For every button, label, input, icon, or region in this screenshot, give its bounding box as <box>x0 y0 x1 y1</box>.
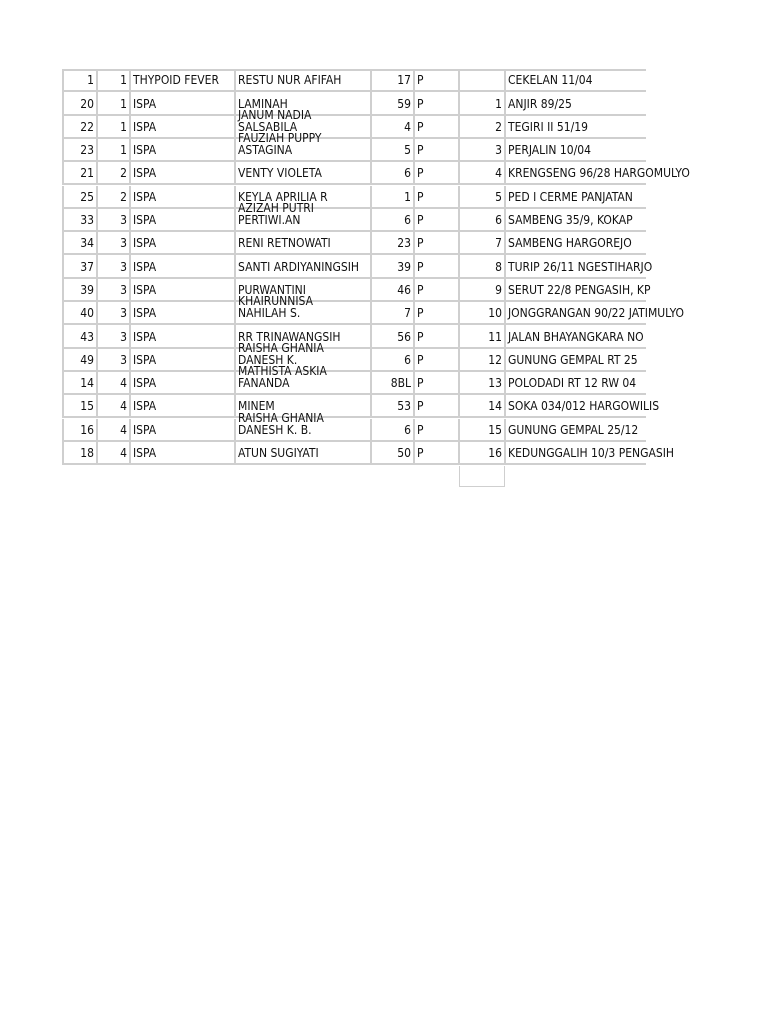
cell-group[interactable] <box>98 325 131 348</box>
cell-row-number[interactable] <box>62 302 98 325</box>
cell-text: P <box>417 96 424 111</box>
cell-age[interactable] <box>372 69 415 92</box>
cell-diagnosis[interactable] <box>131 209 236 232</box>
cell-text: 3 <box>120 329 127 344</box>
cell-text: P <box>417 329 424 344</box>
cell-text: VENTY VIOLETA <box>238 166 322 181</box>
cell-patient-name[interactable] <box>236 131 372 162</box>
table-row <box>62 186 641 209</box>
cell-text: P <box>417 213 424 228</box>
cell-diagnosis[interactable] <box>131 69 236 92</box>
cell-address[interactable] <box>506 442 675 465</box>
cell-text: ISPA <box>133 329 157 344</box>
cell-text: LAMINAH <box>238 96 288 111</box>
cell-age[interactable] <box>372 419 415 442</box>
cell-text: 4 <box>404 119 411 134</box>
cell-sex[interactable] <box>415 419 460 442</box>
cell-age[interactable] <box>372 325 415 348</box>
cell-text: PERJALIN 10/04 <box>508 143 591 158</box>
cell-diagnosis[interactable] <box>131 419 236 442</box>
cell-text: 9 <box>495 282 502 297</box>
cell-text: 49 <box>80 352 94 367</box>
cell-text: TEGIRI II 51/19 <box>508 119 588 134</box>
cell-patient-name[interactable] <box>236 162 372 185</box>
cell-text: 7 <box>495 236 502 251</box>
cell-text: KHAIRUNNISA <box>238 294 313 309</box>
cell-text: 3 <box>120 306 127 321</box>
cell-text: FANANDA <box>238 376 290 391</box>
cell-text: 1 <box>87 73 94 88</box>
cell-text: ISPA <box>133 399 157 414</box>
cell-text: P <box>417 306 424 321</box>
cell-patient-name[interactable] <box>236 294 372 325</box>
cell-age[interactable] <box>372 116 415 139</box>
cell-index[interactable] <box>460 442 506 465</box>
cell-text: P <box>417 119 424 134</box>
cell-text: 46 <box>397 282 411 297</box>
cell-group[interactable] <box>98 209 131 232</box>
cell-address[interactable] <box>506 186 646 209</box>
cell-text: 4 <box>495 166 502 181</box>
cell-text: ISPA <box>133 352 157 367</box>
cell-text: TURIP 26/11 NGESTIHARJO <box>508 259 653 274</box>
cell-diagnosis[interactable] <box>131 302 236 325</box>
cell-text: P <box>417 259 424 274</box>
cell-group[interactable] <box>98 279 131 302</box>
cell-patient-name[interactable] <box>236 232 372 255</box>
cell-text: JALAN BHAYANGKARA NO <box>508 329 644 344</box>
cell-text: JONGGRANGAN 90/22 JATIMULYO <box>508 306 685 321</box>
cell-index[interactable] <box>460 372 506 395</box>
cell-text: 53 <box>397 399 411 414</box>
cell-text: CEKELAN 11/04 <box>508 73 593 88</box>
cell-address[interactable] <box>506 349 646 372</box>
cell-index[interactable] <box>460 302 506 325</box>
cell-text: P <box>417 73 424 88</box>
cell-text: 20 <box>80 96 94 111</box>
cell-age[interactable] <box>372 349 415 372</box>
table-row <box>62 162 690 185</box>
cell-text: ISPA <box>133 143 157 158</box>
cell-text: ISPA <box>133 259 157 274</box>
cell-address[interactable] <box>506 69 646 92</box>
cell-text: PURWANTINI <box>238 282 306 297</box>
cell-text: P <box>417 376 424 391</box>
cell-text: 2 <box>495 119 502 134</box>
cell-diagnosis[interactable] <box>131 372 236 395</box>
cell-text: 5 <box>495 189 502 204</box>
cell-text: P <box>417 399 424 414</box>
cell-text: 8BL <box>390 376 411 391</box>
table-row <box>62 442 675 465</box>
cell-row-number[interactable] <box>62 232 98 255</box>
cell-group[interactable] <box>98 92 131 115</box>
cell-diagnosis[interactable] <box>131 139 236 162</box>
cell-group[interactable] <box>98 372 131 395</box>
cell-text: 3 <box>120 282 127 297</box>
cell-group[interactable] <box>98 442 131 465</box>
cell-age[interactable] <box>372 209 415 232</box>
cell-text: 23 <box>80 143 94 158</box>
cell-text: ISPA <box>133 422 157 437</box>
cell-diagnosis[interactable] <box>131 395 236 418</box>
cell-row-number[interactable] <box>62 186 98 209</box>
cell-diagnosis[interactable] <box>131 162 236 185</box>
cell-age[interactable] <box>372 395 415 418</box>
cell-text: 11 <box>488 329 502 344</box>
cell-text: FAUZIAH PUPPY <box>238 131 322 146</box>
cell-age[interactable] <box>372 279 415 302</box>
cell-text: 50 <box>397 446 411 461</box>
cell-text: NAHILAH S. <box>238 306 301 321</box>
cell-row-number[interactable] <box>62 279 98 302</box>
cell-sex[interactable] <box>415 325 460 348</box>
cell-patient-name[interactable] <box>236 410 372 442</box>
cell-text: 4 <box>120 422 127 437</box>
cell-text: P <box>417 143 424 158</box>
cell-text: MINEM <box>238 399 275 414</box>
cell-index[interactable] <box>460 395 506 418</box>
cell-address[interactable] <box>506 302 685 325</box>
cell-row-number[interactable] <box>62 69 98 92</box>
cell-text: KEDUNGGALIH 10/3 PENGASIH <box>508 446 675 461</box>
cell-group[interactable] <box>98 69 131 92</box>
cell-text: 1 <box>120 143 127 158</box>
cell-row-number[interactable] <box>62 442 98 465</box>
cell-patient-name[interactable] <box>236 442 372 465</box>
cell-text: 39 <box>80 282 94 297</box>
cell-text: 1 <box>120 73 127 88</box>
cell-sex[interactable] <box>415 209 460 232</box>
cell-sex[interactable] <box>415 372 460 395</box>
cell-text: 6 <box>404 422 411 437</box>
cell-text: 3 <box>120 213 127 228</box>
cell-group[interactable] <box>98 349 131 372</box>
cell-sex[interactable] <box>415 442 460 465</box>
cell-index[interactable] <box>460 116 506 139</box>
cell-text: ISPA <box>133 96 157 111</box>
cell-sex[interactable] <box>415 162 460 185</box>
cell-diagnosis[interactable] <box>131 442 236 465</box>
cell-sex[interactable] <box>415 232 460 255</box>
cell-text: DANESH K. B. <box>238 422 312 437</box>
cell-text: SAMBENG HARGOREJO <box>508 236 632 251</box>
cell-text: SOKA 034/012 HARGOWILIS <box>508 399 660 414</box>
table-row <box>62 255 653 278</box>
cell-text: 40 <box>80 306 94 321</box>
cell-text: 12 <box>488 352 502 367</box>
cell-age[interactable] <box>372 92 415 115</box>
cell-address[interactable] <box>506 139 646 162</box>
cell-text: 1 <box>120 119 127 134</box>
cell-diagnosis[interactable] <box>131 186 236 209</box>
cell-text: 1 <box>495 96 502 111</box>
cell-row-number[interactable] <box>62 395 98 418</box>
table-row <box>62 107 641 139</box>
cell-group[interactable] <box>98 162 131 185</box>
cell-sex[interactable] <box>415 69 460 92</box>
cell-sex[interactable] <box>415 139 460 162</box>
cell-text: ANJIR 89/25 <box>508 96 572 111</box>
cell-text: 16 <box>80 422 94 437</box>
cell-index[interactable] <box>460 162 506 185</box>
cell-age[interactable] <box>372 442 415 465</box>
cell-age[interactable] <box>372 162 415 185</box>
cell-patient-name[interactable] <box>236 255 372 278</box>
spreadsheet-table <box>62 69 690 466</box>
cell-text: 3 <box>120 236 127 251</box>
cell-text: 13 <box>488 376 502 391</box>
cell-patient-name[interactable] <box>236 364 372 395</box>
table-row <box>62 364 641 395</box>
cell-text: P <box>417 282 424 297</box>
cell-text: 3 <box>495 143 502 158</box>
cell-text: 37 <box>80 259 94 274</box>
cell-index[interactable] <box>460 419 506 442</box>
cell-text: 43 <box>80 329 94 344</box>
cell-index[interactable] <box>460 232 506 255</box>
cell-text: 21 <box>80 166 94 181</box>
table-row <box>62 294 685 325</box>
cell-text: RAISHA GHANIA <box>238 410 324 425</box>
cell-text: 59 <box>397 96 411 111</box>
cell-index[interactable] <box>460 92 506 115</box>
cell-text: ISPA <box>133 282 157 297</box>
table-row <box>62 69 641 92</box>
cell-text: 2 <box>120 166 127 181</box>
table-row <box>62 395 660 418</box>
cell-text: P <box>417 166 424 181</box>
cell-address[interactable] <box>506 372 646 395</box>
empty-cell[interactable] <box>459 466 505 487</box>
cell-diagnosis[interactable] <box>131 255 236 278</box>
cell-age[interactable] <box>372 186 415 209</box>
cell-text: JANUM NADIA <box>238 107 312 122</box>
cell-row-number[interactable] <box>62 419 98 442</box>
cell-age[interactable] <box>372 232 415 255</box>
cell-row-number[interactable] <box>62 92 98 115</box>
cell-text: 10 <box>488 306 502 321</box>
cell-age[interactable] <box>372 139 415 162</box>
cell-text: 17 <box>397 73 411 88</box>
cell-sex[interactable] <box>415 279 460 302</box>
cell-sex[interactable] <box>415 349 460 372</box>
cell-diagnosis[interactable] <box>131 92 236 115</box>
cell-patient-name[interactable] <box>236 201 372 232</box>
cell-address[interactable] <box>506 279 651 302</box>
cell-diagnosis[interactable] <box>131 232 236 255</box>
cell-sex[interactable] <box>415 302 460 325</box>
cell-text: 8 <box>495 259 502 274</box>
cell-text: POLODADI RT 12 RW 04 <box>508 376 637 391</box>
cell-text: P <box>417 446 424 461</box>
cell-text: GUNUNG GEMPAL RT 25 <box>508 352 638 367</box>
cell-text: 3 <box>120 352 127 367</box>
cell-text: GUNUNG GEMPAL 25/12 <box>508 422 639 437</box>
table-row <box>62 131 641 162</box>
cell-group[interactable] <box>98 139 131 162</box>
table-row <box>62 325 644 348</box>
cell-text: 3 <box>120 259 127 274</box>
cell-age[interactable] <box>372 302 415 325</box>
cell-address[interactable] <box>506 395 660 418</box>
cell-text: ISPA <box>133 166 157 181</box>
cell-text: 18 <box>80 446 94 461</box>
cell-text: THYPOID FEVER <box>133 73 219 88</box>
cell-row-number[interactable] <box>62 325 98 348</box>
cell-row-number[interactable] <box>62 372 98 395</box>
cell-index[interactable] <box>460 325 506 348</box>
table-row <box>62 279 651 302</box>
cell-text: DANESH K. <box>238 352 298 367</box>
cell-address[interactable] <box>506 232 646 255</box>
cell-text: ATUN SUGIYATI <box>238 446 319 461</box>
cell-index[interactable] <box>460 349 506 372</box>
cell-text: RR TRINAWANGSIH <box>238 329 341 344</box>
cell-text: SAMBENG 35/9, KOKAP <box>508 213 633 228</box>
cell-text: 6 <box>404 213 411 228</box>
cell-text: 33 <box>80 213 94 228</box>
cell-text: 4 <box>120 376 127 391</box>
cell-text: 5 <box>404 143 411 158</box>
cell-text: 6 <box>404 352 411 367</box>
cell-group[interactable] <box>98 255 131 278</box>
cell-text: 4 <box>120 399 127 414</box>
cell-text: P <box>417 422 424 437</box>
table-row <box>62 410 641 442</box>
cell-text: 1 <box>120 96 127 111</box>
cell-age[interactable] <box>372 255 415 278</box>
table-row <box>62 232 641 255</box>
cell-text: ISPA <box>133 189 157 204</box>
cell-text: RENI RETNOWATI <box>238 236 331 251</box>
cell-index[interactable] <box>460 69 506 92</box>
cell-sex[interactable] <box>415 255 460 278</box>
cell-text: P <box>417 352 424 367</box>
cell-diagnosis[interactable] <box>131 116 236 139</box>
cell-address[interactable] <box>506 116 646 139</box>
cell-diagnosis[interactable] <box>131 349 236 372</box>
cell-text: SALSABILA <box>238 119 298 134</box>
cell-row-number[interactable] <box>62 349 98 372</box>
cell-address[interactable] <box>506 162 690 185</box>
cell-address[interactable] <box>506 92 646 115</box>
cell-group[interactable] <box>98 302 131 325</box>
cell-patient-name[interactable] <box>236 69 372 92</box>
cell-sex[interactable] <box>415 116 460 139</box>
cell-text: 7 <box>404 306 411 321</box>
cell-index[interactable] <box>460 186 506 209</box>
cell-text: 2 <box>120 189 127 204</box>
cell-text: KRENGSENG 96/28 HARGOMULYO <box>508 166 690 181</box>
cell-text: KEYLA APRILIA R <box>238 189 328 204</box>
cell-text: 23 <box>397 236 411 251</box>
cell-text: 6 <box>404 166 411 181</box>
cell-text: RESTU NUR AFIFAH <box>238 73 342 88</box>
cell-diagnosis[interactable] <box>131 279 236 302</box>
cell-text: RAISHA GHANIA <box>238 340 324 355</box>
cell-diagnosis[interactable] <box>131 325 236 348</box>
cell-text: 15 <box>488 422 502 437</box>
cell-text: AZIZAH PUTRI <box>238 201 314 216</box>
cell-group[interactable] <box>98 186 131 209</box>
cell-text: ISPA <box>133 306 157 321</box>
cell-text: ISPA <box>133 446 157 461</box>
table-row <box>62 201 641 232</box>
cell-sex[interactable] <box>415 395 460 418</box>
cell-address[interactable] <box>506 209 646 232</box>
cell-text: 4 <box>120 446 127 461</box>
cell-text: PED I CERME PANJATAN <box>508 189 633 204</box>
cell-group[interactable] <box>98 232 131 255</box>
cell-group[interactable] <box>98 116 131 139</box>
cell-text: PERTIWI.AN <box>238 213 301 228</box>
cell-text: ISPA <box>133 213 157 228</box>
cell-group[interactable] <box>98 419 131 442</box>
cell-text: SANTI ARDIYANINGSIH <box>238 259 360 274</box>
table-row <box>62 92 641 115</box>
cell-row-number[interactable] <box>62 255 98 278</box>
cell-text: 34 <box>80 236 94 251</box>
cell-text: 14 <box>488 399 502 414</box>
cell-text: SERUT 22/8 PENGASIH, KP <box>508 282 651 297</box>
cell-text: 56 <box>397 329 411 344</box>
cell-row-number[interactable] <box>62 209 98 232</box>
cell-text: ASTAGINA <box>238 143 293 158</box>
cell-text: 25 <box>80 189 94 204</box>
cell-text: P <box>417 236 424 251</box>
cell-index[interactable] <box>460 255 506 278</box>
cell-text: 39 <box>397 259 411 274</box>
cell-index[interactable] <box>460 209 506 232</box>
cell-index[interactable] <box>460 139 506 162</box>
cell-text: 14 <box>80 376 94 391</box>
cell-row-number[interactable] <box>62 162 98 185</box>
cell-index[interactable] <box>460 279 506 302</box>
cell-text: MATHISTA ASKIA <box>238 364 327 379</box>
cell-address[interactable] <box>506 325 646 348</box>
cell-sex[interactable] <box>415 186 460 209</box>
cell-group[interactable] <box>98 395 131 418</box>
cell-address[interactable] <box>506 255 653 278</box>
cell-row-number[interactable] <box>62 116 98 139</box>
cell-text: 6 <box>495 213 502 228</box>
cell-sex[interactable] <box>415 92 460 115</box>
cell-text: 15 <box>80 399 94 414</box>
table-row <box>62 340 641 372</box>
cell-text: 16 <box>488 446 502 461</box>
cell-text: ISPA <box>133 376 157 391</box>
cell-text: P <box>417 189 424 204</box>
cell-text: ISPA <box>133 119 157 134</box>
cell-text: ISPA <box>133 236 157 251</box>
cell-address[interactable] <box>506 419 646 442</box>
cell-row-number[interactable] <box>62 139 98 162</box>
cell-text: 22 <box>80 119 94 134</box>
cell-text: 1 <box>404 189 411 204</box>
cell-age[interactable] <box>372 372 415 395</box>
